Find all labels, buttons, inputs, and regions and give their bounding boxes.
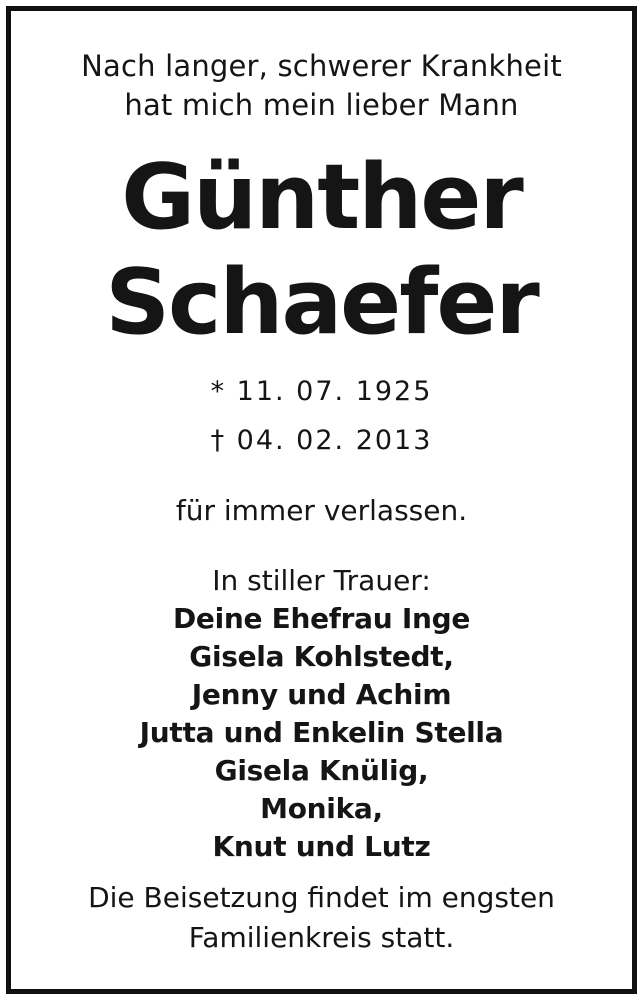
mourner-line: Monika,: [260, 792, 383, 825]
left-text: für immer verlassen.: [175, 494, 468, 527]
mourner-line: Jutta und Enkelin Stella: [139, 716, 504, 749]
deceased-last-name: Schaefer: [105, 250, 538, 355]
funeral-line-1: Die Beisetzung findet im engsten: [88, 881, 555, 914]
mourner-line: Gisela Knülig,: [214, 754, 429, 787]
mourner-line: Jenny und Achim: [191, 678, 452, 711]
death-date: † 04. 02. 2013: [210, 425, 433, 456]
obituary-frame: [6, 6, 637, 994]
intro-line-2: hat mich mein lieber Mann: [124, 88, 519, 122]
funeral-line-2: Familienkreis statt.: [188, 921, 455, 954]
obituary-content: [11, 11, 632, 989]
birth-date: * 11. 07. 1925: [210, 376, 433, 407]
mourner-line: Knut und Lutz: [212, 830, 431, 863]
intro-line-1: Nach langer, schwerer Krankheit: [81, 49, 562, 83]
mourner-line: Deine Ehefrau Inge: [172, 602, 471, 635]
deceased-first-name: Günther: [121, 145, 522, 250]
mourner-line: Gisela Kohlstedt,: [189, 640, 454, 673]
mourning-label: In stiller Trauer:: [212, 564, 431, 597]
